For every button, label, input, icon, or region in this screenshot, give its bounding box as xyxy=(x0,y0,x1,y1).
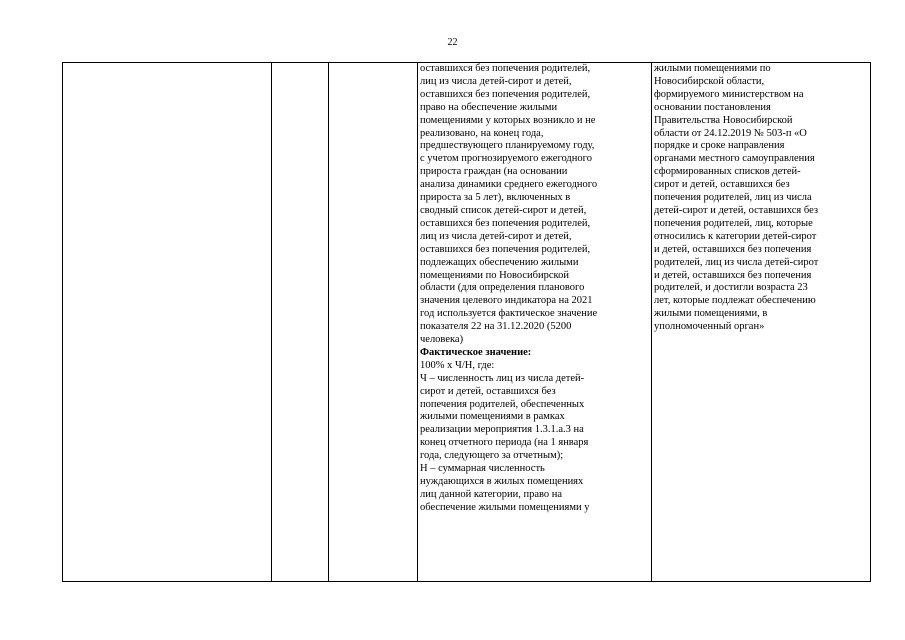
text-line: право на обеспечение жилыми xyxy=(420,101,558,113)
text-line: относились к категории детей-сирот xyxy=(654,230,817,242)
text-line: порядке и сроке направления xyxy=(654,140,785,152)
text-line: значения целевого индикатора на 2021 xyxy=(420,295,593,307)
data-source-description xyxy=(654,63,870,334)
text-line: конец отчетного периода (на 1 января xyxy=(420,437,589,449)
text-line: сирот и детей, оставшихся без xyxy=(654,179,790,191)
text-line: попечения родителей, лиц из числа xyxy=(654,192,812,204)
text-line: реализации мероприятия 1.3.1.а.3 на xyxy=(420,424,584,436)
actual-value-heading: Фактическое значение: xyxy=(420,346,532,358)
text-line: сформированных списков детей- xyxy=(654,166,801,178)
text-line: оставшихся без попечения родителей, xyxy=(420,243,591,255)
text-line: лиц данной категории, право на xyxy=(420,488,563,500)
text-line: лет, которые подлежат обеспечению xyxy=(654,295,816,307)
text-line: попечения родителей, обеспеченных xyxy=(420,398,585,410)
text-line: родителей, лиц из числа детей-сирот xyxy=(654,256,819,268)
text-line: оставшихся без попечения родителей, xyxy=(420,88,591,100)
indicator-table xyxy=(62,62,871,582)
text-line: и детей, оставшихся без попечения xyxy=(654,243,812,255)
text-line: уполномоченный орган» xyxy=(654,321,765,333)
text-line: сирот и детей, оставшихся без xyxy=(420,385,556,397)
text-line: прироста граждан (на основании xyxy=(420,166,568,178)
table-cell-empty xyxy=(272,63,329,582)
text-line: попечения родителей, лиц, которые xyxy=(654,217,813,229)
text-line: детей-сирот и детей, оставшихся без xyxy=(654,204,819,216)
page-number: 22 xyxy=(447,37,458,48)
formula-description xyxy=(420,360,651,515)
text-line: 100% х Ч/Н, где: xyxy=(420,359,495,371)
text-line: год используется фактическое значение xyxy=(420,308,598,320)
text-line: органами местного самоуправления xyxy=(654,153,815,165)
text-line: нуждающихся в жилых помещениях xyxy=(420,476,584,487)
text-line: основании постановления xyxy=(654,101,771,113)
indicator-description xyxy=(420,63,651,347)
text-line: лиц из числа детей-сирот и детей, xyxy=(420,230,572,242)
table-cell-empty xyxy=(329,63,418,582)
table-row xyxy=(63,63,871,582)
text-line: области от 24.12.2019 № 503-п «О xyxy=(654,127,807,139)
text-line: с учетом прогнозируемого ежегодного xyxy=(420,153,592,165)
text-line: Н – суммарная численность xyxy=(420,463,545,475)
text-line: лиц из числа детей-сирот и детей, xyxy=(420,75,572,87)
text-line: жилыми помещениями, в xyxy=(654,308,768,320)
text-line: оставшихся без попечения родителей, xyxy=(420,63,591,74)
text-line: прироста за 5 лет), включенных в xyxy=(420,192,571,204)
text-line: формируемого министерством на xyxy=(654,88,804,100)
table-cell-empty xyxy=(63,63,272,582)
text-line: обеспечение жилыми помещениями у xyxy=(420,501,590,513)
text-line: сводный список детей-сирот и детей, xyxy=(420,204,587,216)
text-line: и детей, оставшихся без попечения xyxy=(654,269,812,281)
text-line: Новосибирской области, xyxy=(654,75,765,87)
text-line: помещениями по Новосибирской xyxy=(420,269,569,281)
text-line: оставшихся без попечения родителей, xyxy=(420,217,591,229)
text-line: Правительства Новосибирской xyxy=(654,114,793,126)
text-line: Ч – численность лиц из числа детей- xyxy=(420,372,585,384)
text-line: показателя 22 на 31.12.2020 (5200 xyxy=(420,321,572,333)
text-line: родителей, и достигли возраста 23 xyxy=(654,282,808,294)
text-line: человека) xyxy=(420,334,464,346)
text-line: подлежащих обеспечению жилыми xyxy=(420,256,579,268)
text-line: жилыми помещениями по xyxy=(654,63,771,74)
text-line: анализа динамики среднего ежегодного xyxy=(420,179,598,191)
text-line: года, следующего за отчетным); xyxy=(420,450,564,462)
text-line: жилыми помещениями в рамках xyxy=(420,411,565,423)
data-source-cell xyxy=(652,63,871,582)
text-line: реализовано, на конец года, xyxy=(420,127,544,139)
text-line: предшествующего планируемому году, xyxy=(420,140,595,152)
text-line: области (для определения планового xyxy=(420,282,585,294)
text-line: помещениями у которых возникло и не xyxy=(420,114,596,126)
indicator-method-cell xyxy=(418,63,652,582)
